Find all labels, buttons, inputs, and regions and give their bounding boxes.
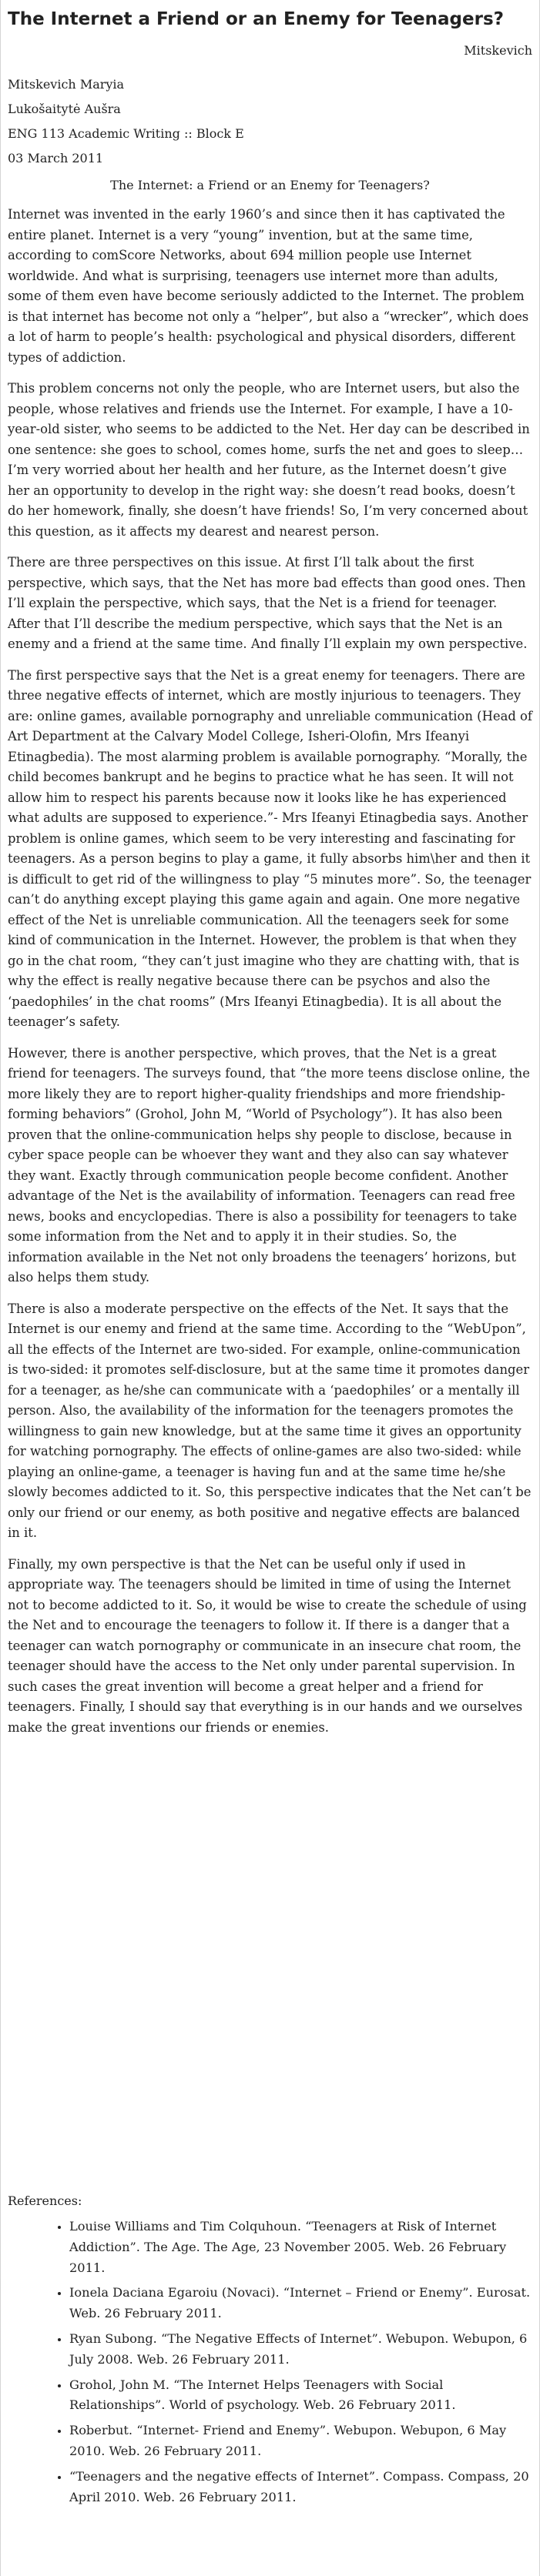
references-heading: References:: [8, 2193, 82, 2208]
reference-item: • Ionela Daciana Egaroiu (Novaci). “Internet – Friend or Enemy”. Eurosat. Web. 26 February 2011.: [69, 2283, 532, 2324]
reference-item: • Roberbut. “Internet- Friend and Enemy”. Webupon. Webupon, 6 May 2010. Web. 26 February 2011.: [69, 2421, 532, 2462]
essay-date: 03 March 2011: [8, 151, 104, 165]
reference-item: • Louise Williams and Tim Colquhoun. “Teenagers at Risk of Internet Addiction”. The Age. The Age, 23 November 2005. Web. 26 February 2011.: [69, 2217, 532, 2278]
document-title: The Internet a Friend or an Enemy for Teenagers?: [8, 9, 504, 29]
paragraph: There is also a moderate perspective on the effects of the Net. It says that the Internet is our enemy and friend at the same time. According to the “WebUpon”, all the effects of the Internet are two-sided. For example, online-communication is two-sided: it promotes self-disclosure, but at the same time it promotes danger for a teenager, as he/she can communicate with a ‘paedophiles’ or a mentally ill person. Also, the availability of the information for the teenagers promotes the willingness to gain new knowledge, but at the same time it gives an opportunity for watching pornography. The effects of online-games are also two-sided: while playing an online-game, a teenager is having fun and at the same time he/she slowly becomes addicted to it. So, this perspective indicates that the Net can’t be only our friend or our enemy, as both positive and negative effects are balanced in it.: [8, 1301, 532, 1540]
reference-item: • “Teenagers and the negative effects of Internet”. Compass. Compass, 20 April 2010. Web. 26 February 2011.: [69, 2467, 532, 2508]
reference-item: • Ryan Subong. “The Negative Effects of Internet”. Webupon. Webupon, 6 July 2008. Web. 26 February 2011.: [69, 2329, 532, 2371]
essay-title: The Internet: a Friend or an Enemy for Teenagers?: [110, 178, 430, 192]
paragraph: Internet was invented in the early 1960’s and since then it has captivated the entire planet. Internet is a very “young” invention, but at the same time, according to comScore Networks, about 694 million people use Internet worldwide. And what is surprising, teenagers use internet more than adults, some of them even have become seriously addicted to the Internet. The problem is that internet has become not only a “helper”, but also a “wrecker”, which does a lot of harm to people’s health: psychological and physical disorders, different types of addiction.: [8, 207, 529, 365]
paragraph: The first perspective says that the Net is a great enemy for teenagers. There are three negative effects of internet, which are mostly injurious to teenagers. They are: online games, available pornography and unreliable communication (Head of Art Department at the Calvary Model College, Isheri-Olofin, Mrs Ifeanyi Etinagbedia). The most alarming problem is available pornography. “Morally, the child becomes bankrupt and he begins to practice what he has seen. It will not allow him to respect his parents because now it looks like he has experienced what adults are supposed to experience.”- Mrs Ifeanyi Etinagbedia says. Another problem is online games, which seem to be very interesting and fascinating for teenagers. As a person begins to play a game, it fully absorbs him\her and then it is difficult to get rid of the willingness to play “5 minutes more”. So, the teenager can’t do anything except playing this game again and again. One more negative effect of the Net is unreliable communication. All the teenagers seek for some kind of communication in the Internet. However, the problem is that when they go in the chat room, “they can’t just imagine who they are chatting with, that is why the effect is really negative because there can be psychos and also the ‘paedophiles’ in the chat rooms” (Mrs Ifeanyi Etinagbedia). It is all about the teenager’s safety.: [8, 667, 532, 1029]
header-author: Mitskevich: [464, 43, 532, 58]
course-name: ENG 113 Academic Writing :: Block E: [8, 126, 244, 141]
paragraph: However, there is another perspective, which proves, that the Net is a great friend for teenagers. The surveys found, that “the more teens disclose online, the more likely they are to report higher-quality friendships and more friendship-forming behaviors” (Grohol, John M, “World of Psychology”). It has also been proven that the online-communication helps shy people to disclose, because in cyber space people can be whoever they want and they also can say whatever they want. Exactly through communication people become confident. Another advantage of the Net is the availability of information. Teenagers can read free news, books and encyclopedias. There is also a possibility for teenagers to take some information from the Net and to apply it in their studies. So, the information available in the Net not only broadens the teenagers’ horizons, but also helps them study.: [8, 1045, 530, 1285]
paragraph: Finally, my own perspective is that the Net can be useful only if used in appropriate way. The teenagers should be limited in time of using the Internet not to become addicted to it. So, it would be wise to create the schedule of using the Net and to encourage the teenagers to follow it. If there is a danger that a teenager can watch pornography or communicate in an insecure chat room, the teenager should have the access to the Net only under parental supervision. In such cases the great invention will become a great helper and a friend for teenagers. Finally, I should say that everything is in our hands and we ourselves make the great inventions our friends or enemies.: [8, 1556, 527, 1735]
reference-item: • Grohol, John M. “The Internet Helps Teenagers with Social Relationships”. World of psychology. Web. 26 February 2011.: [69, 2375, 532, 2417]
references-list: [8, 2217, 532, 2512]
author-name: Mitskevich Maryia: [8, 77, 125, 92]
instructor-name: Lukošaitytė Aušra: [8, 102, 121, 116]
paragraph: This problem concerns not only the people, who are Internet users, but also the people, whose relatives and friends use the Internet. For example, I have a 10-year-old sister, who seems to be addicted to the Net. Her day can be described in one sentence: she goes to school, comes home, surfs the net and goes to sleep… I’m very worried about her health and her future, as the Internet doesn’t give her an opportunity to develop in the right way: she doesn’t read books, doesn’t do her homework, finally, she doesn’t have friends! So, I’m very concerned about this question, as it affects my dearest and nearest person.: [8, 381, 530, 539]
paragraph: There are three perspectives on this issue. At first I’ll talk about the first perspective, which says, that the Net has more bad effects than good ones. Then I’ll explain the perspective, which says, that the Net is a friend for teenager. After that I’ll describe the medium perspective, which says that the Net is an enemy and a friend at the same time. And finally I’ll explain my own perspective.: [8, 555, 528, 651]
